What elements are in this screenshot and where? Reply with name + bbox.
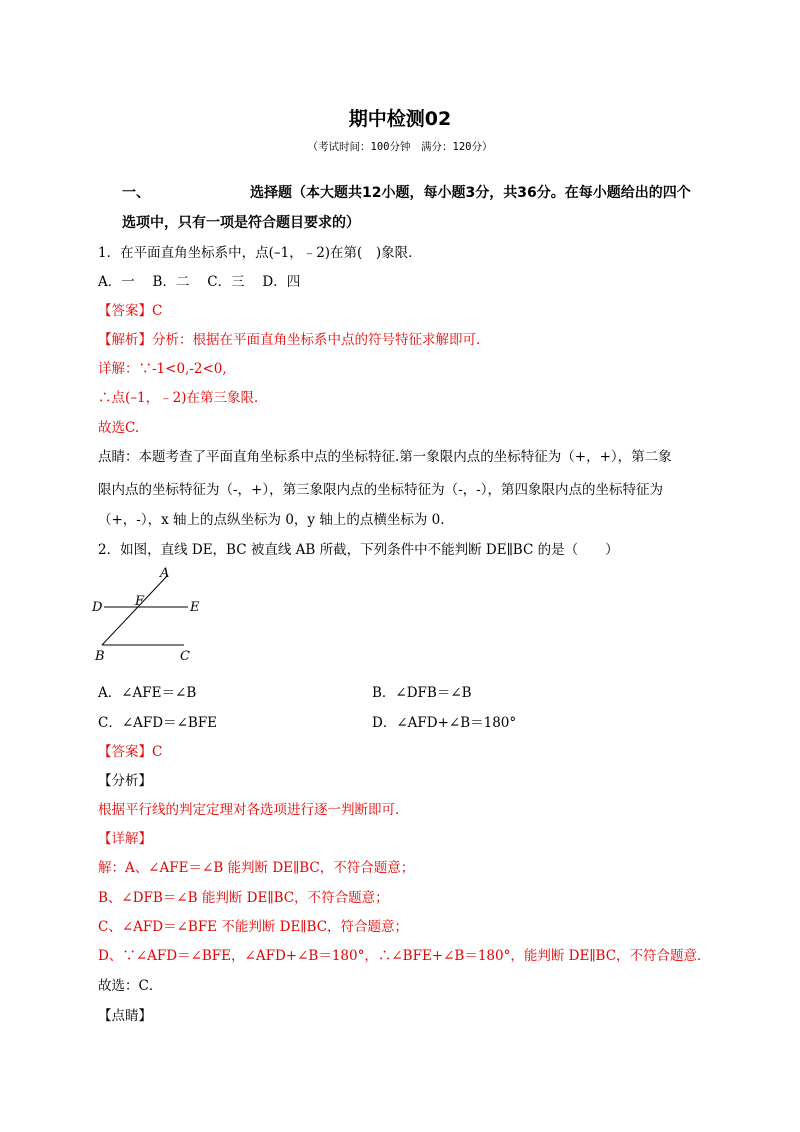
q2-analysis: 根据平行线的判定定理对各选项进行逐一判断即可．	[98, 802, 409, 818]
q2-analysis-label: 【分析】	[98, 773, 152, 789]
q2-option-d: D．∠AFD+∠B＝180°	[372, 715, 517, 731]
q1-detail-3: 故选C.	[98, 420, 140, 436]
q1-comment-1: 点睛：本题考查了平面直角坐标系中点的坐标特征.第一象限内点的坐标特征为（+，+），第二象	[98, 449, 672, 465]
q1-detail-2: ∴点(–1，﹣2)在第三象限．	[98, 390, 268, 406]
label-a: A	[160, 566, 170, 581]
q2-detail-4: D、∵∠AFD＝∠BFE，∠AFD+∠B＝180°，∴∠BFE+∠B＝180°，能判断 DE∥BC，不符合题意．	[98, 948, 711, 964]
q2-option-b: B．∠DFB＝∠B	[372, 685, 472, 701]
q1-comment-3: （+，-），x 轴上的点纵坐标为 0，y 轴上的点横坐标为 0.	[98, 512, 445, 528]
q2-detail-1: 解：A、∠AFE＝∠B 能判断 DE∥BC，不符合题意；	[98, 860, 415, 876]
q2-comment-label: 【点睛】	[98, 1008, 152, 1024]
q1-detail-1: 详解：∵-1<0,-2<0,	[98, 361, 227, 377]
q2-detail-3: C、∠AFD＝∠BFE 不能判断 DE∥BC，符合题意；	[98, 919, 409, 935]
q2-detail-2: B、∠DFB＝∠B 能判断 DE∥BC，不符合题意；	[98, 890, 389, 906]
q1-answer: 【答案】C	[98, 303, 163, 319]
q1-options: A．一 B．二 C．三 D．四	[98, 274, 301, 290]
label-f: F	[135, 594, 145, 609]
label-b: B	[95, 649, 105, 664]
q2-figure	[90, 565, 210, 665]
q2-detail-label: 【详解】	[98, 831, 152, 847]
q2-option-a: A．∠AFE＝∠B	[98, 685, 197, 701]
q2-conclusion: 故选：C．	[98, 978, 163, 994]
section-heading-line1: 选择题（本大题共12小题，每小题3分，共36分。在每小题给出的四个	[250, 185, 691, 201]
q2-stem: 2．如图，直线 DE，BC 被直线 AB 所截，下列条件中不能判断 DE∥BC 的是（ ）	[98, 542, 619, 558]
q1-comment-2: 限内点的坐标特征为（-，+），第三象限内点的坐标特征为（-，-），第四象限内点的坐标特征为	[98, 482, 663, 498]
q1-analysis: 【解析】分析：根据在平面直角坐标系中点的符号特征求解即可.	[98, 332, 481, 348]
exam-info: （考试时间：100分钟 满分：120分）	[307, 141, 493, 153]
page-title: 期中检测02	[348, 108, 452, 130]
q2-option-c: C．∠AFD＝∠BFE	[98, 715, 218, 731]
label-e: E	[190, 600, 200, 615]
section-heading-line2: 选项中，只有一项是符合题目要求的）	[122, 215, 360, 231]
label-d: D	[92, 600, 103, 615]
line-ab	[102, 575, 168, 645]
label-c: C	[180, 649, 190, 664]
q1-stem: 1．在平面直角坐标系中，点(–1，﹣2)在第( )象限．	[98, 245, 422, 261]
section-number: 一、	[122, 185, 150, 201]
q2-answer: 【答案】C	[98, 744, 163, 760]
